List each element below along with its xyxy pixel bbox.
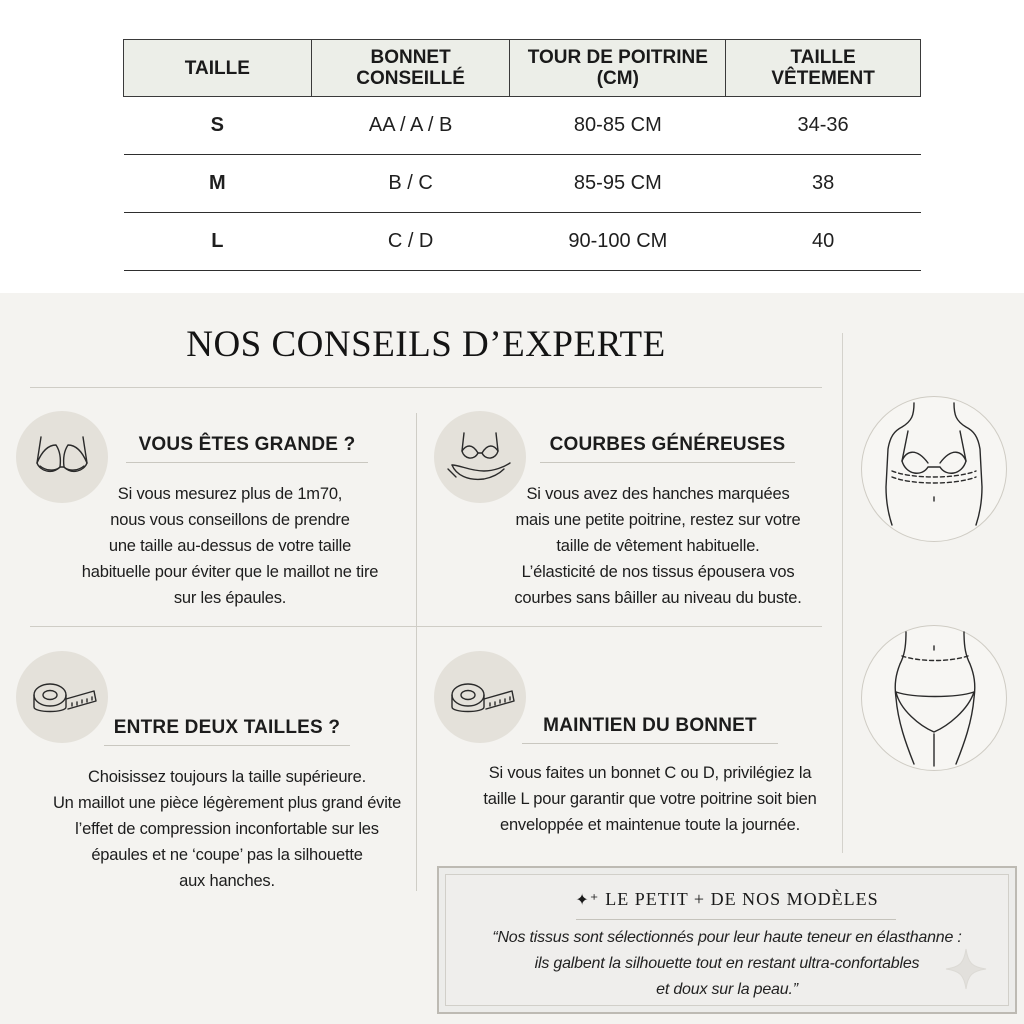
measuring-tape-icon <box>434 651 526 743</box>
column-header-bust: TOUR DE POITRINE (CM) <box>510 40 726 97</box>
clothing-size-cell: 34-36 <box>726 97 921 155</box>
card-heading: ENTRE DEUX TAILLES ? <box>113 717 341 738</box>
column-header-clothing-size: TAILLE VÊTEMENT <box>726 40 921 97</box>
sparkle-icon: ✦⁺ <box>575 892 600 909</box>
clothing-size-cell: 38 <box>726 155 921 213</box>
heading-underline <box>104 745 350 746</box>
clothing-size-cell: 40 <box>726 213 921 271</box>
note-title <box>446 889 1008 910</box>
heading-underline <box>522 743 778 744</box>
cup-cell: C / D <box>311 213 510 271</box>
cup-cell: B / C <box>311 155 510 213</box>
bust-cell: 80-85 CM <box>510 97 726 155</box>
heading-underline <box>540 462 795 463</box>
card-heading: COURBES GÉNÉREUSES <box>549 434 786 455</box>
grid-divider-horizontal <box>30 626 822 627</box>
size-cell: M <box>124 155 312 213</box>
card-body: Choisissez toujours la taille supérieure. Un maillot une pièce légèrement plus grand évite l’effet de compression inconfortable sur les épaules et ne ‘coupe’ pas la silhouette aux hanches. <box>52 768 402 890</box>
bust-cell: 90-100 CM <box>510 213 726 271</box>
measuring-tape-icon <box>16 651 108 743</box>
card-body: Si vous avez des hanches marquées mais une petite poitrine, restez sur votre taille de vêtement habituelle. L’élasticité de nos tissus épousera vos courbes sans bâiller au niveau du buste. <box>514 485 802 607</box>
note-title-text: LE PETIT + DE NOS MODÈLES <box>605 889 879 909</box>
bust-measure-illustration <box>861 396 1007 542</box>
cup-cell: AA / A / B <box>311 97 510 155</box>
size-cell: S <box>124 97 312 155</box>
note-quote: “Nos tissus sont sélectionnés pour leur haute teneur en élasthanne : ils galbent la silhouette tout en restant ultra-confortables et doux sur la peau.” <box>492 929 962 998</box>
note-title-underline <box>576 919 896 920</box>
size-table-header-row <box>124 40 921 97</box>
bust-cell: 85-95 CM <box>510 155 726 213</box>
note-inner-frame <box>445 874 1009 1006</box>
card-body: Si vous mesurez plus de 1m70, nous vous conseillons de prendre une taille au-dessus de votre taille habituelle pour éviter que le maillot ne tire sur les épaules. <box>81 485 379 607</box>
column-header-size: TAILLE <box>124 40 312 97</box>
card-heading: MAINTIEN DU BONNET <box>543 715 757 736</box>
size-cell: L <box>124 213 312 271</box>
section-title: NOS CONSEILS D’EXPERTE <box>186 324 666 365</box>
star-watermark-icon <box>944 947 988 991</box>
card-heading: VOUS ÊTES GRANDE ? <box>138 434 356 455</box>
size-table-section <box>0 0 1024 293</box>
our-models-note <box>437 866 1017 1014</box>
table-row <box>124 97 921 155</box>
card-body: Si vous faites un bonnet C ou D, privilégiez la taille L pour garantir que votre poitrine soit bien enveloppée et maintenue toute la journée. <box>483 764 817 834</box>
title-divider <box>30 387 822 388</box>
expert-advice-section <box>0 293 1024 1024</box>
hips-measure-illustration <box>861 625 1007 771</box>
size-table <box>123 39 921 271</box>
table-row <box>124 213 921 271</box>
table-row <box>124 155 921 213</box>
heading-underline <box>126 462 368 463</box>
column-header-cup: BONNET CONSEILLÉ <box>311 40 510 97</box>
